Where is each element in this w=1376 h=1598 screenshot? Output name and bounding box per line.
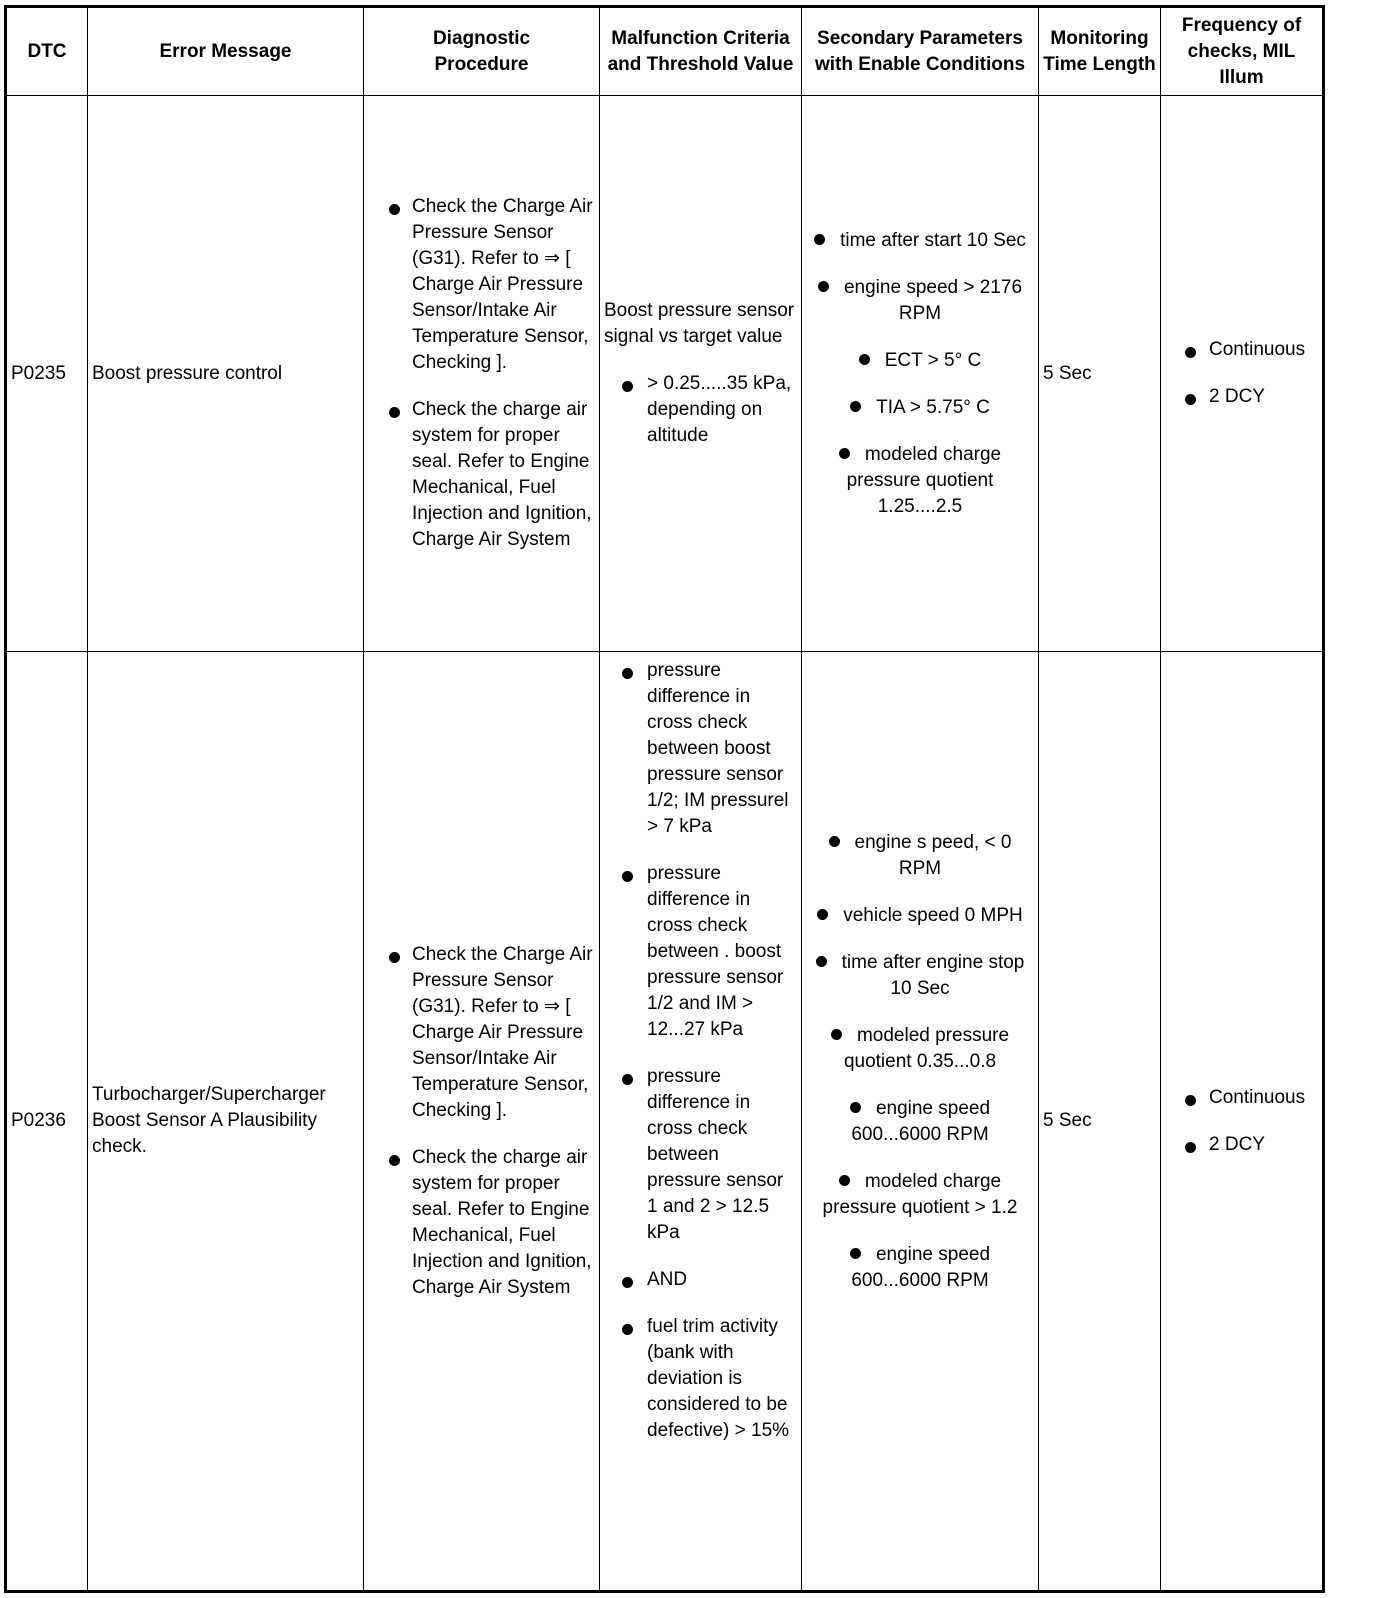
list-item xyxy=(812,395,1028,421)
list-item xyxy=(604,371,797,449)
bullet-icon xyxy=(850,401,861,412)
list-item xyxy=(604,658,797,840)
secondary-parameter: engine speed 600...6000 RPM xyxy=(851,1244,991,1292)
frequency-value: Continuous xyxy=(1209,339,1306,361)
bullet-icon xyxy=(1185,347,1196,358)
frequency-value: 2 DCY xyxy=(1209,386,1265,408)
list-item xyxy=(1165,1085,1318,1111)
procedure-step: Check the Charge Air Pressure Sensor (G31). Refer to ⇒ [ Charge Air Pressure Sensor/Intake Air Temperature Sensor, Checking ]. xyxy=(412,196,593,374)
list-item xyxy=(368,1145,595,1301)
frequency-list xyxy=(1165,337,1318,410)
bullet-icon xyxy=(389,952,400,963)
list-item xyxy=(812,1242,1028,1294)
procedure-step: Check the Charge Air Pressure Sensor (G31). Refer to ⇒ [ Charge Air Pressure Sensor/Intake Air Temperature Sensor, Checking ]. xyxy=(412,943,593,1121)
list-item xyxy=(604,861,797,1043)
secondary-parameters-list xyxy=(806,228,1034,520)
list-item xyxy=(368,942,595,1124)
malfunction-criterion: fuel trim activity (bank with deviation is considered to be defective) > 15% xyxy=(647,1316,790,1442)
secondary-parameter: modeled charge pressure quotient > 1.2 xyxy=(822,1171,1018,1219)
list-item xyxy=(812,275,1028,327)
bullet-icon xyxy=(622,1324,633,1335)
list-item xyxy=(812,442,1028,520)
bullet-icon xyxy=(859,354,870,365)
list-item xyxy=(368,194,595,376)
header-dtc: DTC xyxy=(6,7,88,96)
list-item xyxy=(812,348,1028,374)
bullet-icon xyxy=(622,871,633,882)
malfunction-criterion: pressure difference in cross check between . boost pressure sensor 1/2 and IM > 12...27 kPa xyxy=(647,863,784,1041)
secondary-parameter: modeled charge pressure quotient 1.25....2.5 xyxy=(846,443,1002,517)
header-diagnostic-procedure: Diagnostic Procedure xyxy=(364,7,600,96)
header-error-message: Error Message xyxy=(88,7,364,96)
list-item xyxy=(604,1314,797,1444)
list-item xyxy=(812,228,1028,254)
malfunction-criteria-cell xyxy=(600,652,802,1592)
procedure-step: Check the charge air system for proper seal. Refer to Engine Mechanical, Fuel Injection and Ignition, Charge Air System xyxy=(412,1146,592,1298)
bullet-icon xyxy=(850,1248,861,1259)
malfunction-criterion: AND xyxy=(647,1269,688,1291)
dtc-table xyxy=(4,5,1325,1593)
bullet-icon xyxy=(622,381,633,392)
frequency-value: 2 DCY xyxy=(1209,1133,1265,1155)
malfunction-criteria-list xyxy=(604,371,797,449)
bullet-icon xyxy=(1185,394,1196,405)
bullet-icon xyxy=(1185,1142,1196,1153)
malfunction-criterion: > 0.25.....35 kPa, depending on altitude xyxy=(647,373,792,447)
frequency-cell xyxy=(1161,96,1324,652)
frequency-value: Continuous xyxy=(1209,1086,1306,1108)
frequency-cell xyxy=(1161,652,1324,1592)
list-item xyxy=(812,1096,1028,1148)
bullet-icon xyxy=(850,1102,861,1113)
list-item xyxy=(1165,384,1318,410)
dtc-code: P0235 xyxy=(6,96,88,652)
list-item xyxy=(1165,1132,1318,1158)
bullet-icon xyxy=(818,281,829,292)
header-frequency: Frequency of checks, MIL Illum xyxy=(1161,7,1324,96)
diagnostic-procedure-cell xyxy=(364,652,600,1592)
bullet-icon xyxy=(816,956,827,967)
secondary-parameter: vehicle speed 0 MPH xyxy=(843,905,1023,927)
error-message: Boost pressure control xyxy=(88,96,364,652)
monitoring-time: 5 Sec xyxy=(1039,652,1161,1592)
bullet-icon xyxy=(829,836,840,847)
malfunction-criterion: pressure difference in cross check between boost pressure sensor 1/2; IM pressurel > 7 kPa xyxy=(647,660,789,838)
malfunction-criterion: pressure difference in cross check between pressure sensor 1 and 2 > 12.5 kPa xyxy=(647,1066,784,1244)
secondary-parameters-cell xyxy=(802,96,1039,652)
bullet-icon xyxy=(389,407,400,418)
secondary-parameter: engine speed 600...6000 RPM xyxy=(851,1098,991,1146)
table-row-p0236 xyxy=(6,652,1324,1592)
list-item xyxy=(368,397,595,553)
header-monitoring-time: Monitoring Time Length xyxy=(1039,7,1161,96)
bullet-icon xyxy=(839,448,850,459)
malfunction-intro: Boost pressure sensor signal vs target value xyxy=(604,300,795,348)
list-item xyxy=(812,1023,1028,1075)
secondary-parameter: time after engine stop 10 Sec xyxy=(841,952,1025,1000)
secondary-parameter: time after start 10 Sec xyxy=(840,229,1026,251)
diagnostic-procedure-list xyxy=(368,942,595,1301)
list-item xyxy=(812,903,1028,929)
secondary-parameter: engine s peed, < 0 RPM xyxy=(854,832,1012,880)
bullet-icon xyxy=(1185,1095,1196,1106)
malfunction-criteria-cell xyxy=(600,96,802,652)
header-secondary-parameters: Secondary Parameters with Enable Conditions xyxy=(802,7,1039,96)
header-malfunction-criteria: Malfunction Criteria and Threshold Value xyxy=(600,7,802,96)
bullet-icon xyxy=(622,668,633,679)
bullet-icon xyxy=(622,1277,633,1288)
bullet-icon xyxy=(839,1175,850,1186)
bullet-icon xyxy=(817,909,828,920)
secondary-parameter: ECT > 5° C xyxy=(884,349,982,371)
list-item xyxy=(1165,337,1318,363)
bullet-icon xyxy=(814,234,825,245)
table-row-p0235 xyxy=(6,96,1324,652)
bullet-icon xyxy=(389,1155,400,1166)
diagnostic-procedure-list xyxy=(368,194,595,553)
dtc-code: P0236 xyxy=(6,652,88,1592)
secondary-parameters-cell xyxy=(802,652,1039,1592)
secondary-parameters-list xyxy=(806,830,1034,1294)
bullet-icon xyxy=(831,1029,842,1040)
list-item xyxy=(604,1064,797,1246)
bullet-icon xyxy=(622,1074,633,1085)
monitoring-time: 5 Sec xyxy=(1039,96,1161,652)
frequency-list xyxy=(1165,1085,1318,1158)
header-row xyxy=(6,7,1324,96)
secondary-parameter: engine speed > 2176 RPM xyxy=(843,276,1023,324)
procedure-step: Check the charge air system for proper seal. Refer to Engine Mechanical, Fuel Injection and Ignition, Charge Air System xyxy=(412,399,592,551)
bullet-icon xyxy=(389,204,400,215)
list-item xyxy=(812,950,1028,1002)
list-item xyxy=(812,830,1028,882)
diagnostic-procedure-cell xyxy=(364,96,600,652)
error-message: Turbocharger/Supercharger Boost Sensor A Plausibility check. xyxy=(88,652,364,1592)
secondary-parameter: TIA > 5.75° C xyxy=(876,396,990,418)
list-item xyxy=(812,1169,1028,1221)
secondary-parameter: modeled pressure quotient 0.35...0.8 xyxy=(843,1025,1010,1073)
malfunction-criteria-list xyxy=(604,658,797,1444)
list-item xyxy=(604,1267,797,1293)
